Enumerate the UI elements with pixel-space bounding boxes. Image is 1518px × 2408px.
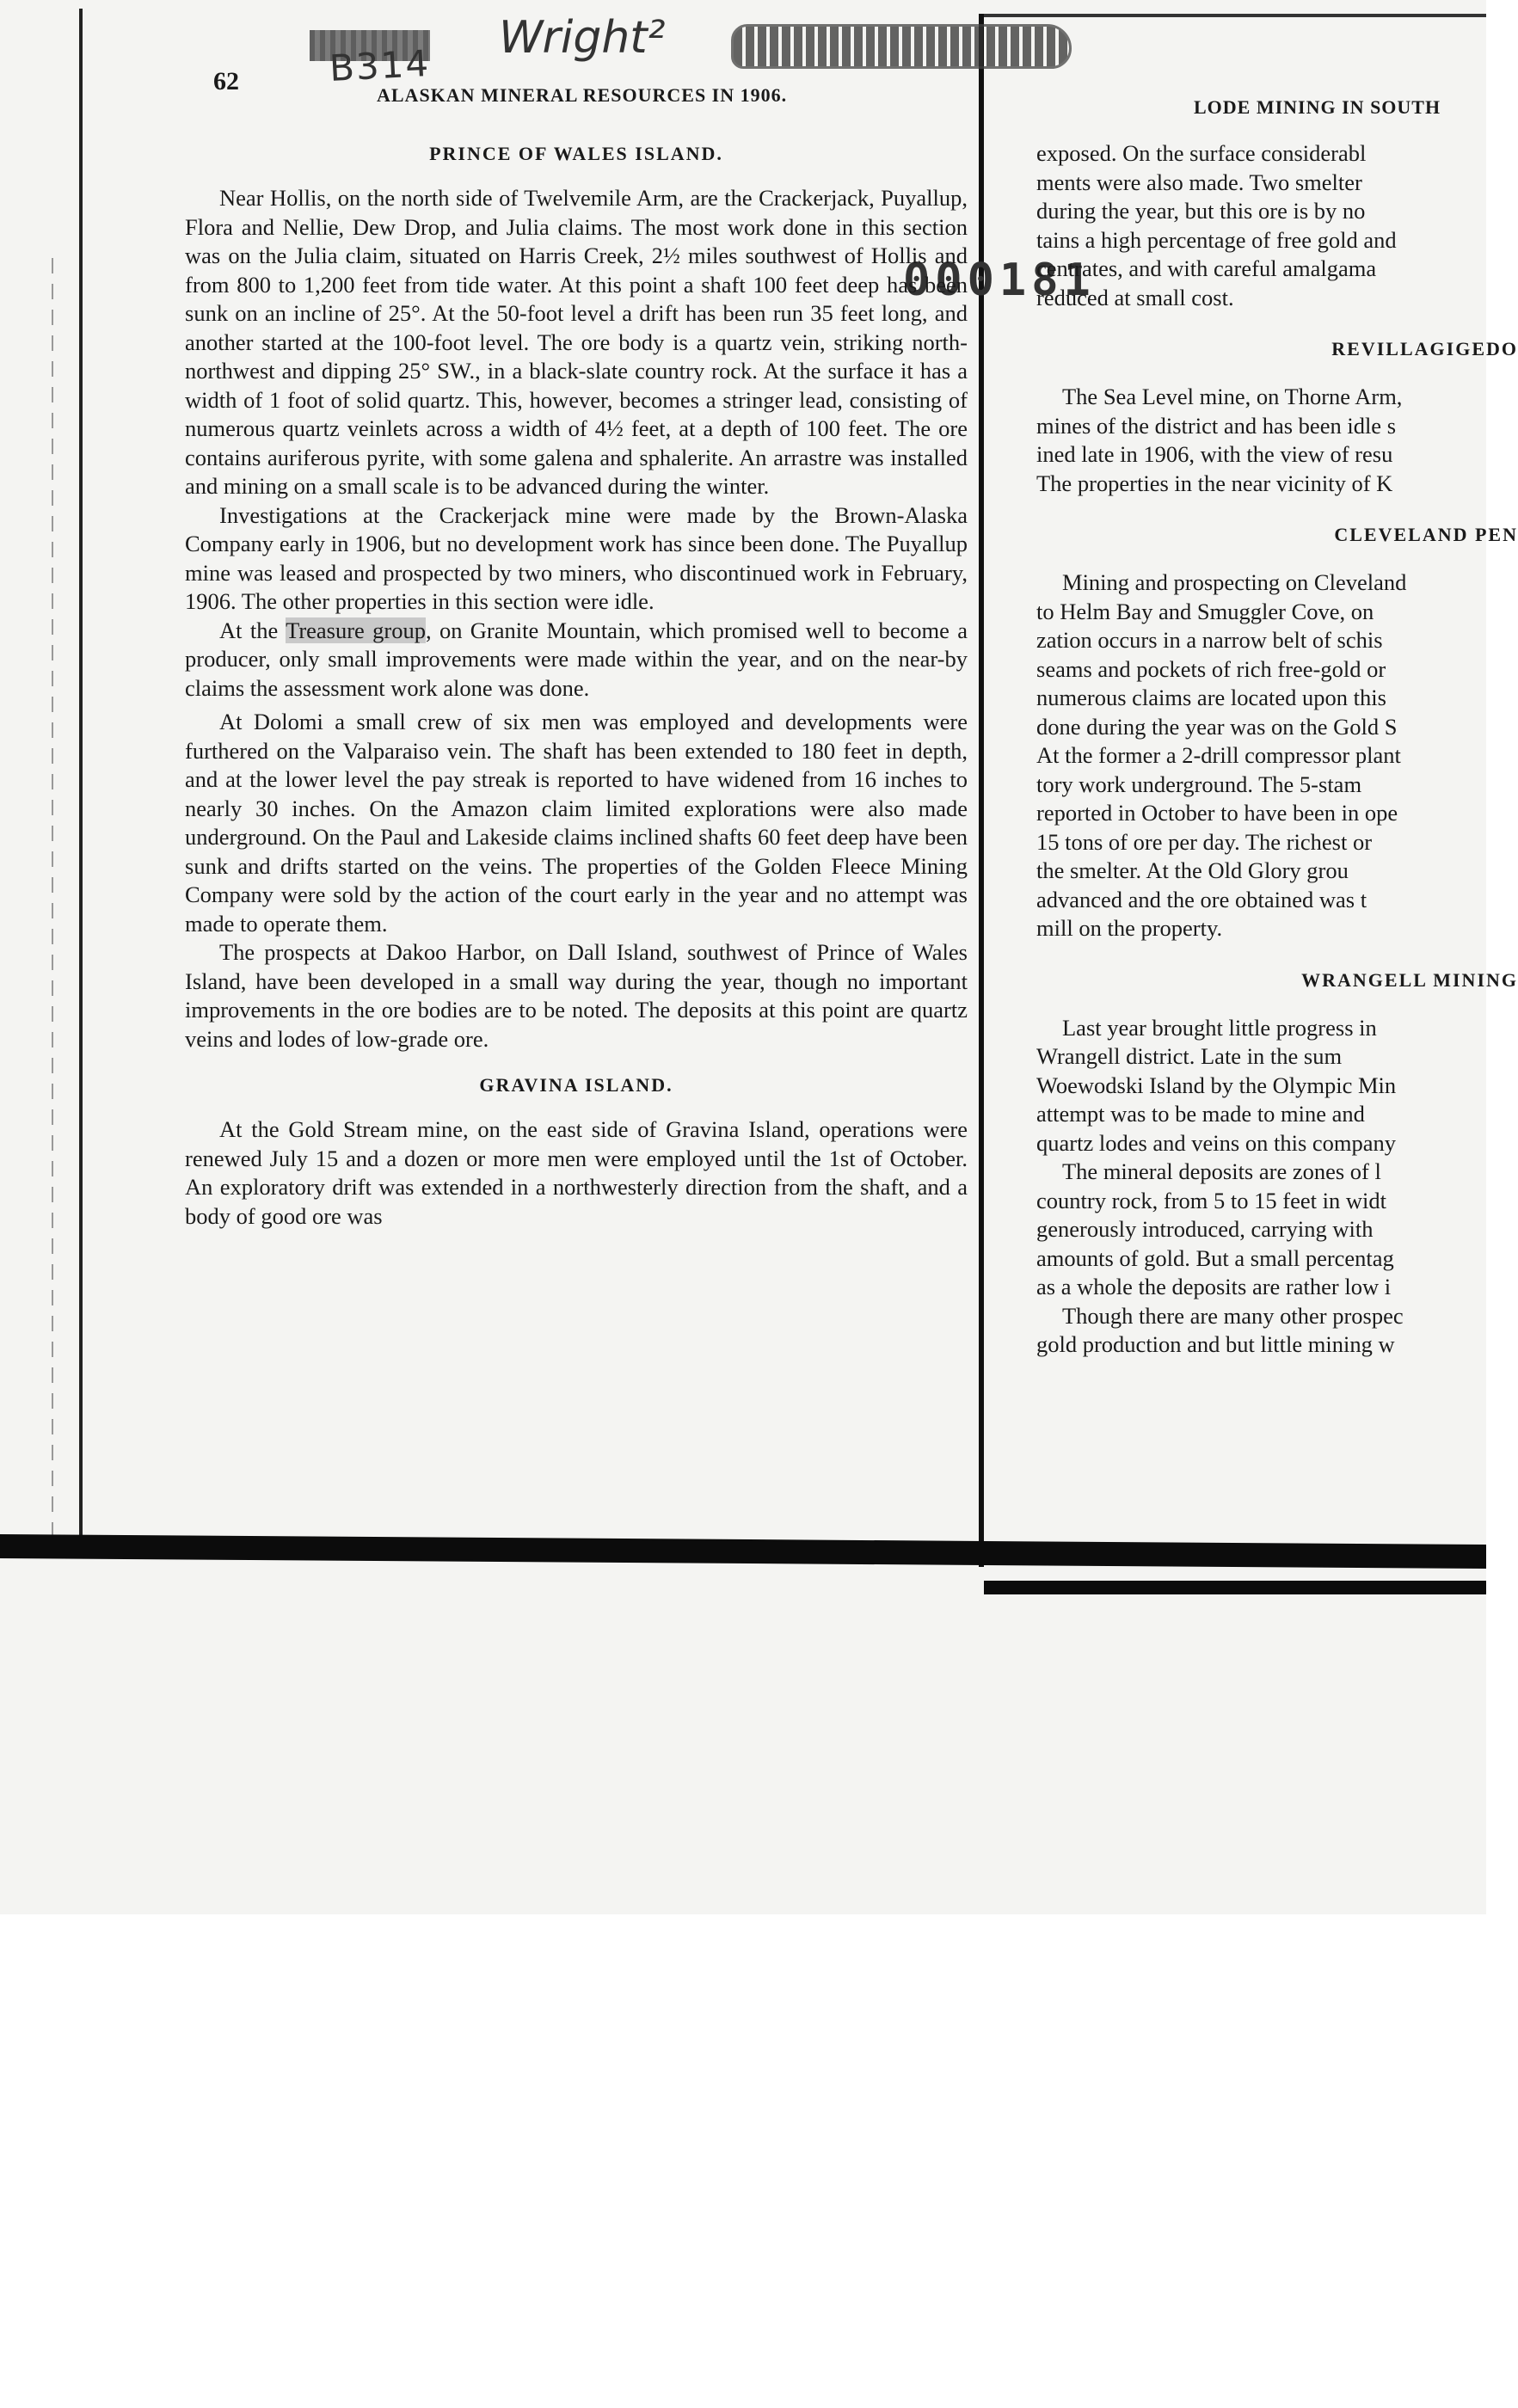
scribbled-annotation [731, 24, 1072, 69]
paragraph-dolomi: At Dolomi a small crew of six men was employed and developments were furthered on the Valparaiso vein. The shaft has been extended to 180 feet in depth, and at the lower level the pay streak is reported to have widened from 16 inches to nearly 30 inches. On the Amazon claim limited explorations were also made underground. On the Paul and Lakeside claims inclined shafts 60 feet deep have been sunk and drifts started on the veins. The properties of the Golden Fleece Mining Company were sold by the action of the court early in the year and no attempt was made to operate them. [185, 709, 968, 937]
margin-line [79, 9, 83, 1539]
paragraph-treasure-group [185, 617, 968, 703]
text-segment: At the [219, 617, 286, 643]
right-text-line: gold production and but little mining w [1036, 1331, 1395, 1357]
right-text-line: numerous claims are located upon this [1036, 685, 1386, 710]
right-text-line: during the year, but this ore is by no [1036, 198, 1366, 224]
right-text-line: Though there are many other prospec [1062, 1302, 1404, 1329]
right-text-line: Last year brought little progress in [1062, 1014, 1377, 1041]
right-text-line: The mineral deposits are zones of l [1062, 1158, 1381, 1184]
right-text-line: 15 tons of ore per day. The richest or [1036, 828, 1373, 855]
right-text-line: ined late in 1906, with the view of resu [1036, 441, 1393, 467]
right-text-line: advanced and the ore obtained was t [1036, 886, 1367, 912]
right-text-line: to Helm Bay and Smuggler Cove, on [1036, 598, 1374, 624]
section-title-wrangell: WRANGELL MINING [1301, 968, 1518, 991]
gutter-line [979, 14, 984, 1567]
text-segment: , on Granite Mountain, which promised well to become a producer, only small improvements were made within the year, and on the near-by claims the assessment work alone was done. [185, 617, 968, 701]
margin-dashed-line [52, 258, 53, 1548]
right-text-line: At the former a 2-drill compressor plant [1036, 742, 1401, 768]
right-text-line: mines of the district and has been idle s [1036, 412, 1397, 439]
right-text-line: The properties in the near vicinity of K [1036, 470, 1393, 496]
right-text-line: done during the year was on the Gold S [1036, 713, 1398, 740]
scan-bottom-bar-right [984, 1581, 1486, 1594]
right-text-line: ments were also made. Two smelter [1036, 169, 1362, 195]
section-title-gravina: GRAVINA ISLAND. [479, 1074, 673, 1096]
scan-bottom-bar [0, 1534, 1486, 1569]
right-text-line: centrates, and with careful amalgama [1036, 255, 1377, 281]
right-text-line: exposed. On the surface considerabl [1036, 140, 1367, 166]
handwritten-name: Wright² [499, 12, 666, 64]
right-text-line: reported in October to have been in ope [1036, 800, 1398, 826]
paragraph-crackerjack: Investigations at the Crackerjack mine were made by the Brown-Alaska Company early in 1906, but no development work has since been done. The Puyallup mine was leased and prospected by two miners, who discontinued work in February, 1906. The other properties in this section were idle. [185, 501, 968, 614]
right-lines-b [1036, 383, 1518, 498]
right-text-line: amounts of gold. But a small percentag [1036, 1244, 1394, 1271]
section-title-revillagigedo: REVILLAGIGEDO [1331, 338, 1518, 359]
right-text-line: mill on the property. [1036, 915, 1223, 941]
left-page [185, 143, 968, 1231]
highlighted-text: Treasure group [286, 617, 426, 643]
right-text-line: Mining and prospecting on Cleveland [1062, 569, 1407, 595]
right-text-line: tains a high percentage of free gold and [1036, 226, 1397, 253]
section-title-cleveland: CLEVELAND PEN [1334, 524, 1518, 545]
running-head-right: LODE MINING IN SOUTH [1194, 96, 1441, 118]
right-text-line: reduced at small cost. [1036, 284, 1234, 310]
handwritten-code: B314 [328, 41, 432, 90]
right-text-line: as a whole the deposits are rather low i [1036, 1274, 1392, 1299]
right-page [1036, 139, 1518, 1360]
right-text-line: country rock, from 5 to 15 feet in widt [1036, 1187, 1386, 1213]
running-head: ALASKAN MINERAL RESOURCES IN 1906. [377, 84, 788, 106]
paragraph-dakoo-harbor: The prospects at Dakoo Harbor, on Dall Island, southwest of Prince of Wales Island, have been developed in a small way during the year, though no important improvements in the ore bodies are to be noted. The deposits at this point are quartz veins and lodes of low-grade ore. [185, 939, 968, 1052]
paragraph-hollis: Near Hollis, on the north side of Twelvemile Arm, are the Crackerjack, Puyallup, Flora and Nellie, Dew Drop, and Julia claims. The most work done in this section was on the Julia claim, situated on Harris Creek, 2½ miles southwest of Hollis and from 800 to 1,200 feet from tide water. At this point a shaft 100 feet deep has been sunk on an incline of 25°. At the 50-foot level a drift has been run 35 feet long, and another started at the 100-foot level. The ore body is a quartz vein, striking north-northwest and dipping 25° SW., in a black-slate country rock. At the surface it has a width of 1 foot of solid quartz. This, however, becomes a stringer lead, consisting of numerous quartz veinlets across a width of 4½ feet, at a depth of 100 feet. The ore contains auriferous pyrite, with some galena and sphalerite. An arrastre was installed and mining on a small scale is to be advanced during the winter. [185, 185, 968, 499]
right-text-line: The Sea Level mine, on Thorne Arm, [1062, 384, 1403, 409]
right-text-line: the smelter. At the Old Glory grou [1036, 857, 1349, 883]
right-text-line: generously introduced, carrying with [1036, 1216, 1374, 1242]
stamp-number: 000181 [903, 255, 1096, 306]
right-text-line: Wrangell district. Late in the sum [1036, 1043, 1343, 1069]
page-number: 62 [213, 67, 239, 95]
right-text-line: quartz lodes and veins on this company [1036, 1129, 1397, 1156]
right-text-line: seams and pockets of rich free-gold or [1036, 655, 1386, 682]
right-text-line: tory work underground. The 5-stam [1036, 771, 1362, 797]
right-text-line: attempt was to be made to mine and [1036, 1101, 1365, 1127]
right-text-line: zation occurs in a narrow belt of schis [1036, 627, 1383, 653]
paragraph-gold-stream: At the Gold Stream mine, on the east side of Gravina Island, operations were renewed July 15 and a dozen or more men were employed until the 1st of October. An exploratory drift was extended in a northwesterly direction from the shaft, and a body of good ore was [185, 1116, 968, 1229]
right-lines-a [1036, 139, 1518, 312]
right-lines-d [1036, 1014, 1518, 1360]
section-title-prince-of-wales: PRINCE OF WALES ISLAND. [429, 143, 723, 164]
right-text-line: Woewodski Island by the Olympic Min [1036, 1072, 1397, 1098]
top-rule [984, 14, 1486, 17]
right-lines-c [1036, 568, 1518, 943]
